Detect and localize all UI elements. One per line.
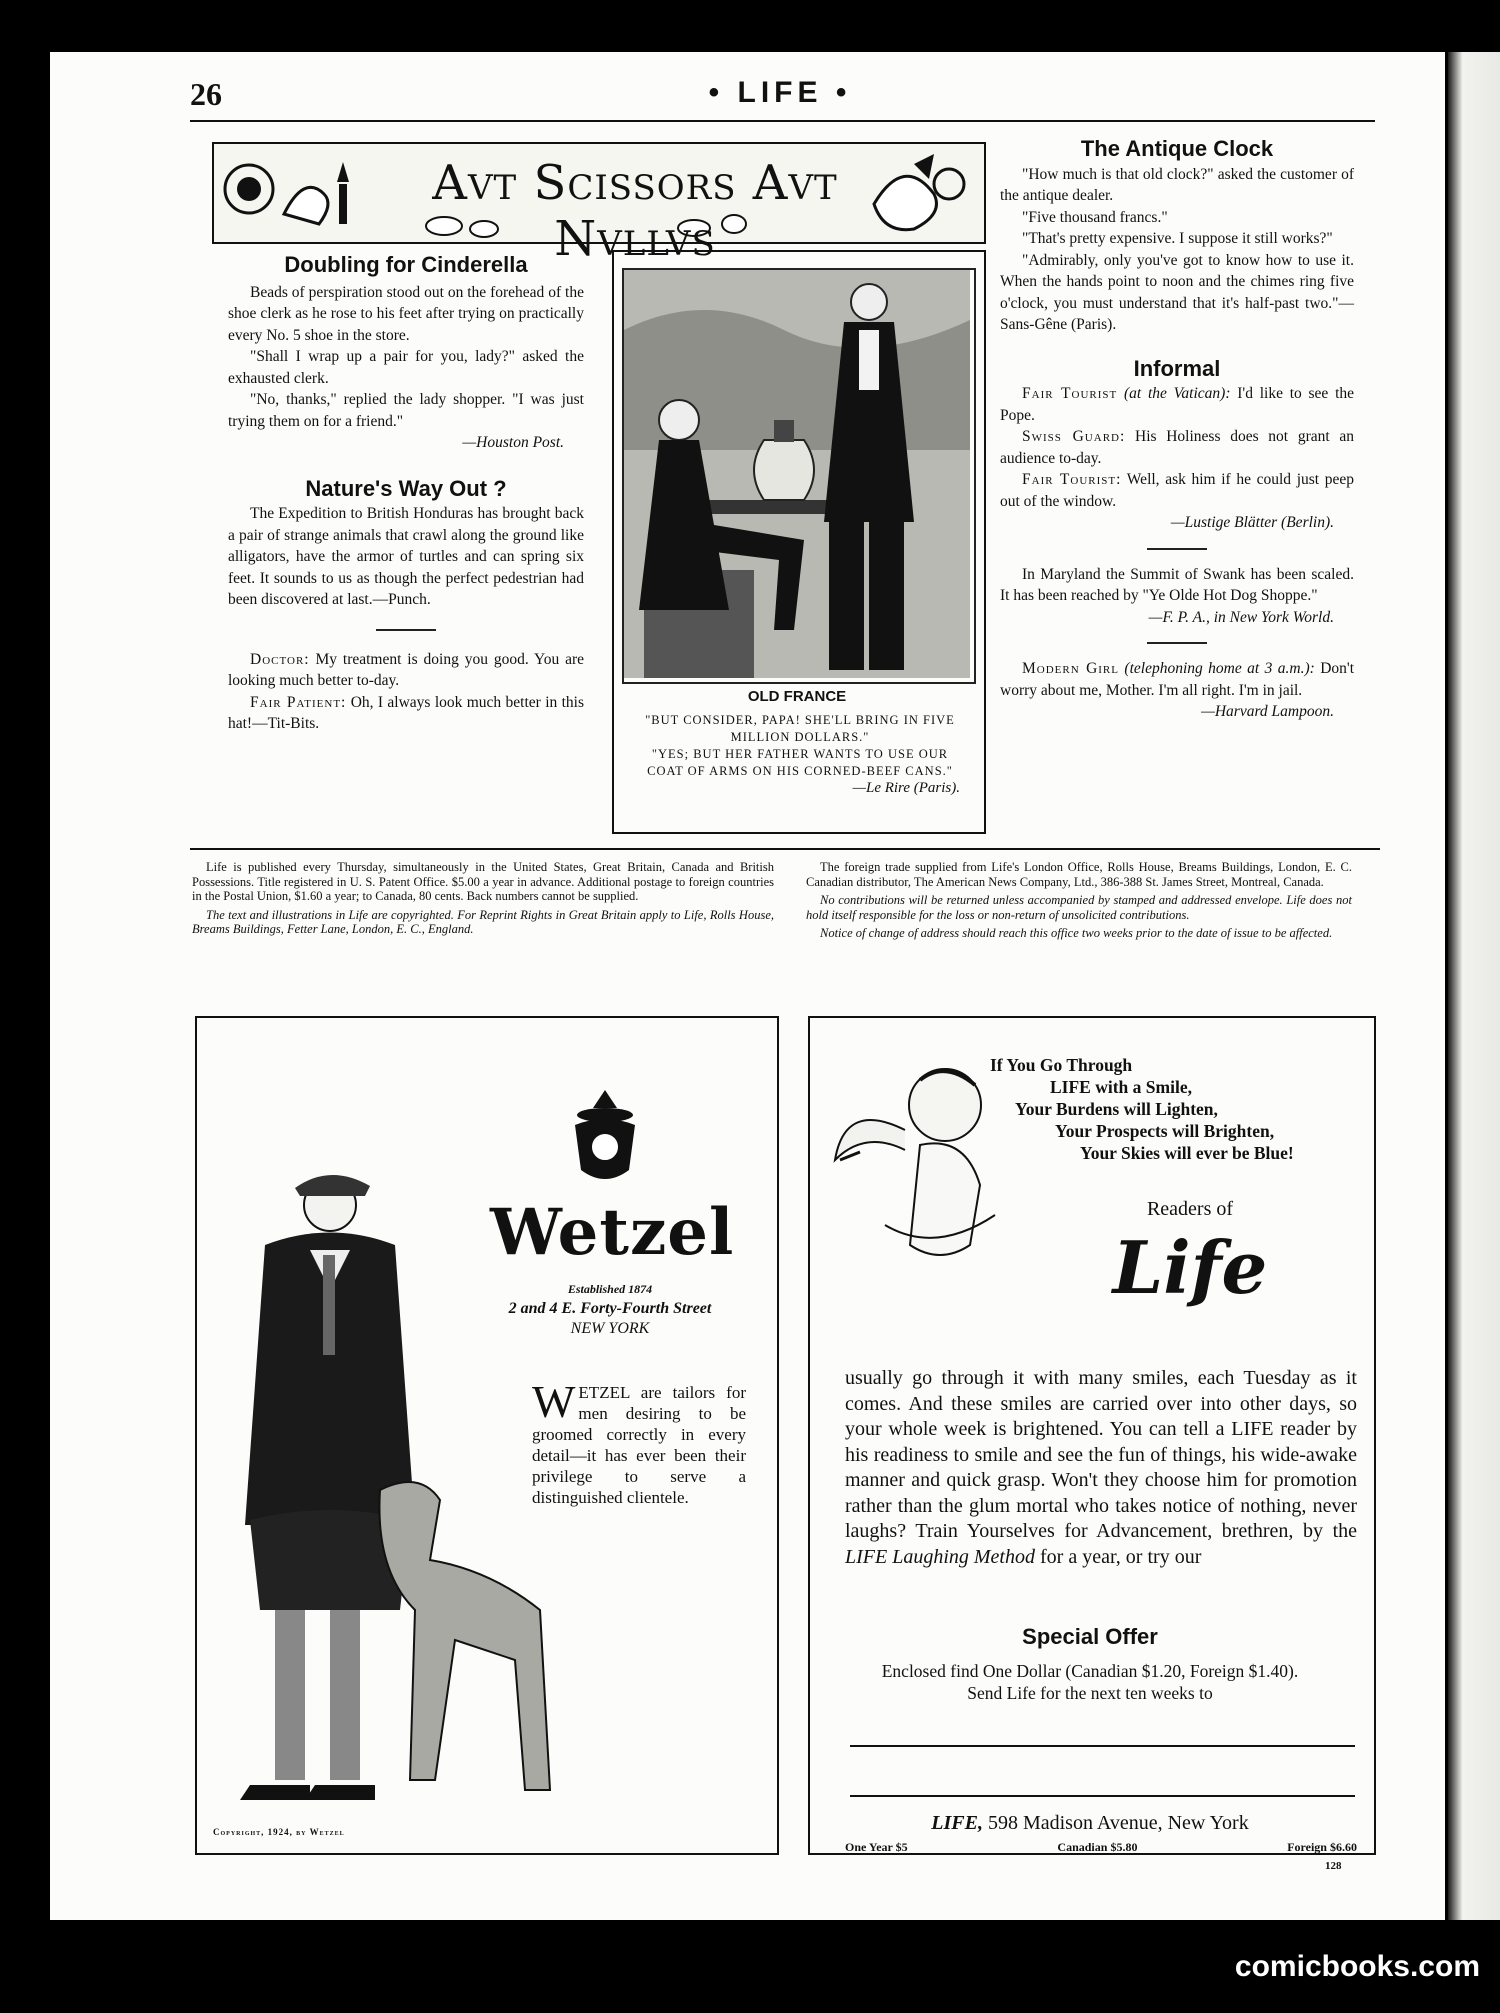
article-paragraph: The Expedition to British Honduras has brought back a pair of strange animals that crawl along the ground like alligators, have the armor of turtles and can spring six feet. It sounds to us as though the perfect pedestrian had been discovered at last.—Punch.: [228, 505, 584, 608]
section-rule: [190, 848, 1380, 850]
life-ad-poem: If You Go Through LIFE with a Smile, Your Burdens will Lighten, Your Prospects will Brighten, Your Skies will ever be Blue!: [990, 1055, 1294, 1163]
dialogue-line: Fair Tourist: Well, ask him if he could just peep out of the window.: [1000, 471, 1354, 510]
article-paragraph: "That's pretty expensive. I suppose it still works?": [1022, 230, 1333, 247]
page-number: 26: [190, 76, 222, 112]
header-rule: [190, 120, 1375, 122]
article-paragraph: "How much is that old clock?" asked the customer of the antique dealer.: [1000, 165, 1354, 204]
wetzel-body: W ETZEL are tailors for men desiring to be groomed correctly in every detail—it has ever been their privilege to serve a distinguished clientele.: [532, 1376, 746, 1507]
article-title: Nature's Way Out ?: [305, 475, 507, 501]
banner-title: Avt Scissors Avt Nvllvs: [432, 155, 838, 267]
wetzel-logo: Wetzel: [490, 1195, 735, 1270]
wetzel-copyright: Copyright, 1924, by Wetzel: [213, 1827, 345, 1837]
article-paragraph: "No, thanks," replied the lady shopper. "I was just trying them on for a friend.": [228, 391, 584, 430]
article-paragraph: Beads of perspiration stood out on the forehead of the shoe clerk as he rose to his feet after trying on practically every No. 5 shoe in the store.: [228, 283, 584, 344]
subscription-prices: One Year $5 Canadian $5.80 Foreign $6.60: [845, 1840, 1357, 1854]
article-title: Informal: [1133, 355, 1221, 381]
wetzel-crest-icon: [560, 1085, 650, 1190]
facing-page-edge: [1448, 52, 1500, 1920]
publication-notice-left: Life is published every Thursday, simultaneously in the United States, Great Britain, Canada and British Possessions. Title registered in U. S. Patent Office. $5.00 a year in advance. Additional postage to foreign countries in the Postal Union, $1.60 a year; to Canada, 80 cents. Back numbers cannot be supplied. The text and illustrations in Life are copyrighted. For Reprint Rights in Great Britain apply to Life, Rolls House, Breams Buildings, Fetter Lane, London, E. C., England.: [192, 860, 774, 936]
dialogue-line: Swiss Guard: His Holiness does not grant an audience to-day.: [1000, 428, 1355, 467]
dialogue-line: Modern Girl (telephoning home at 3 a.m.): Don't worry about me, Mother. I'm all right. I'm in jail.: [1000, 660, 1355, 699]
article-title: The Antique Clock: [1080, 136, 1274, 161]
magazine-title: • LIFE •: [708, 76, 852, 109]
special-offer-text: Enclosed find One Dollar (Canadian $1.20, Foreign $1.40). Send Life for the next ten weeks to: [881, 1661, 1299, 1703]
article-paragraph: In Maryland the Summit of Swank has been scaled. It has been reached by "Ye Olde Hot Dog Shoppe.": [1000, 565, 1354, 604]
article-paragraph: "Five thousand francs.": [1022, 208, 1168, 226]
attribution: —F. P. A., in New York World.: [1148, 608, 1334, 626]
article-title: Doubling for Cinderella: [284, 252, 528, 277]
dialogue-line: Doctor: My treatment is doing you good. You are looking much better to-day.: [228, 650, 584, 689]
address-line: [850, 1795, 1355, 1797]
article-paragraph: "Shall I wrap up a pair for you, lady?" asked the exhausted clerk.: [228, 348, 584, 387]
life-ad-body: usually go through it with many smiles, each Tuesday as it comes. And these smiles are carried over into other days, so your whole week is brightened. You can tell a LIFE reader by his readiness to smile and see the fun of things, his wide-awake manner and quick grasp. Won't they choose him for promotion rather than the glum mortal who takes notice of nothing, never laughs? Train Yourselves for Advancement, brethren, by the LIFE Laughing Method for a year, or try our: [845, 1367, 1357, 1568]
attribution: —Houston Post.: [462, 434, 564, 451]
dialogue-line: Fair Patient: Oh, I always look much better in this hat!—Tit-Bits.: [228, 693, 585, 732]
dialogue-line: Fair Tourist (at the Vatican): I'd like to see the Pope.: [1000, 385, 1355, 424]
article-paragraph: "Admirably, only you've got to know how to use it. When the hands point to noon and the chimes ring five o'clock, you must understand that it's half-past two."—Sans-Gêne (Paris).: [1000, 251, 1354, 333]
separator: [1147, 642, 1207, 644]
separator: [1147, 548, 1207, 550]
right-column: [1000, 138, 1354, 723]
readers-of-label: Readers of: [1146, 1198, 1234, 1220]
life-address: LIFE, 598 Madison Avenue, New York: [931, 1812, 1249, 1834]
cartoon-drawing: [624, 270, 970, 678]
attribution: —Harvard Lampoon.: [1201, 703, 1334, 720]
address-line: [850, 1745, 1355, 1747]
cartoon-title: OLD FRANCE: [747, 688, 847, 705]
attribution: —Le Rire (Paris).: [852, 780, 960, 796]
attribution: —Lustige Blätter (Berlin).: [1170, 514, 1334, 531]
watermark: comicbooks.com: [1234, 1950, 1480, 1983]
drop-cap: W: [532, 1376, 576, 1427]
wetzel-address: 2 and 4 E. Forty-Fourth Street: [508, 1300, 712, 1317]
special-offer-title: Special Offer: [1022, 1624, 1158, 1649]
cupid-illustration: [825, 1045, 1010, 1275]
separator: [376, 629, 436, 631]
cartoon-illustration: [622, 268, 976, 684]
wetzel-city: NEW YORK: [570, 1320, 650, 1337]
established-note: Established 1874: [567, 1282, 653, 1296]
left-column: [228, 254, 584, 735]
publication-notice-right: The foreign trade supplied from Life's London Office, Rolls House, Breams Buildings, London, E. C. Canadian distributor, The American News Company, Ltd., 386-388 St. James Street, Montreal, Canada. No contributions will be returned unless accompanied by stamped and addressed envelope. Life does not hold itself responsible for the loss or non-return of unsolicited contributions. Notice of change of address should reach this office two weeks prior to the date of issue to be affected.: [806, 860, 1352, 940]
life-logo: Life: [1112, 1225, 1268, 1310]
ad-code: 128: [1325, 1860, 1342, 1872]
cartoon-caption: "BUT CONSIDER, PAPA! SHE'LL BRING IN FIVE MILLION DOLLARS." "YES; BUT HER FATHER WANTS TO USE OUR COAT OF ARMS ON HIS CORNED-BEEF CANS." —Le Rire (Paris).: [640, 712, 960, 797]
